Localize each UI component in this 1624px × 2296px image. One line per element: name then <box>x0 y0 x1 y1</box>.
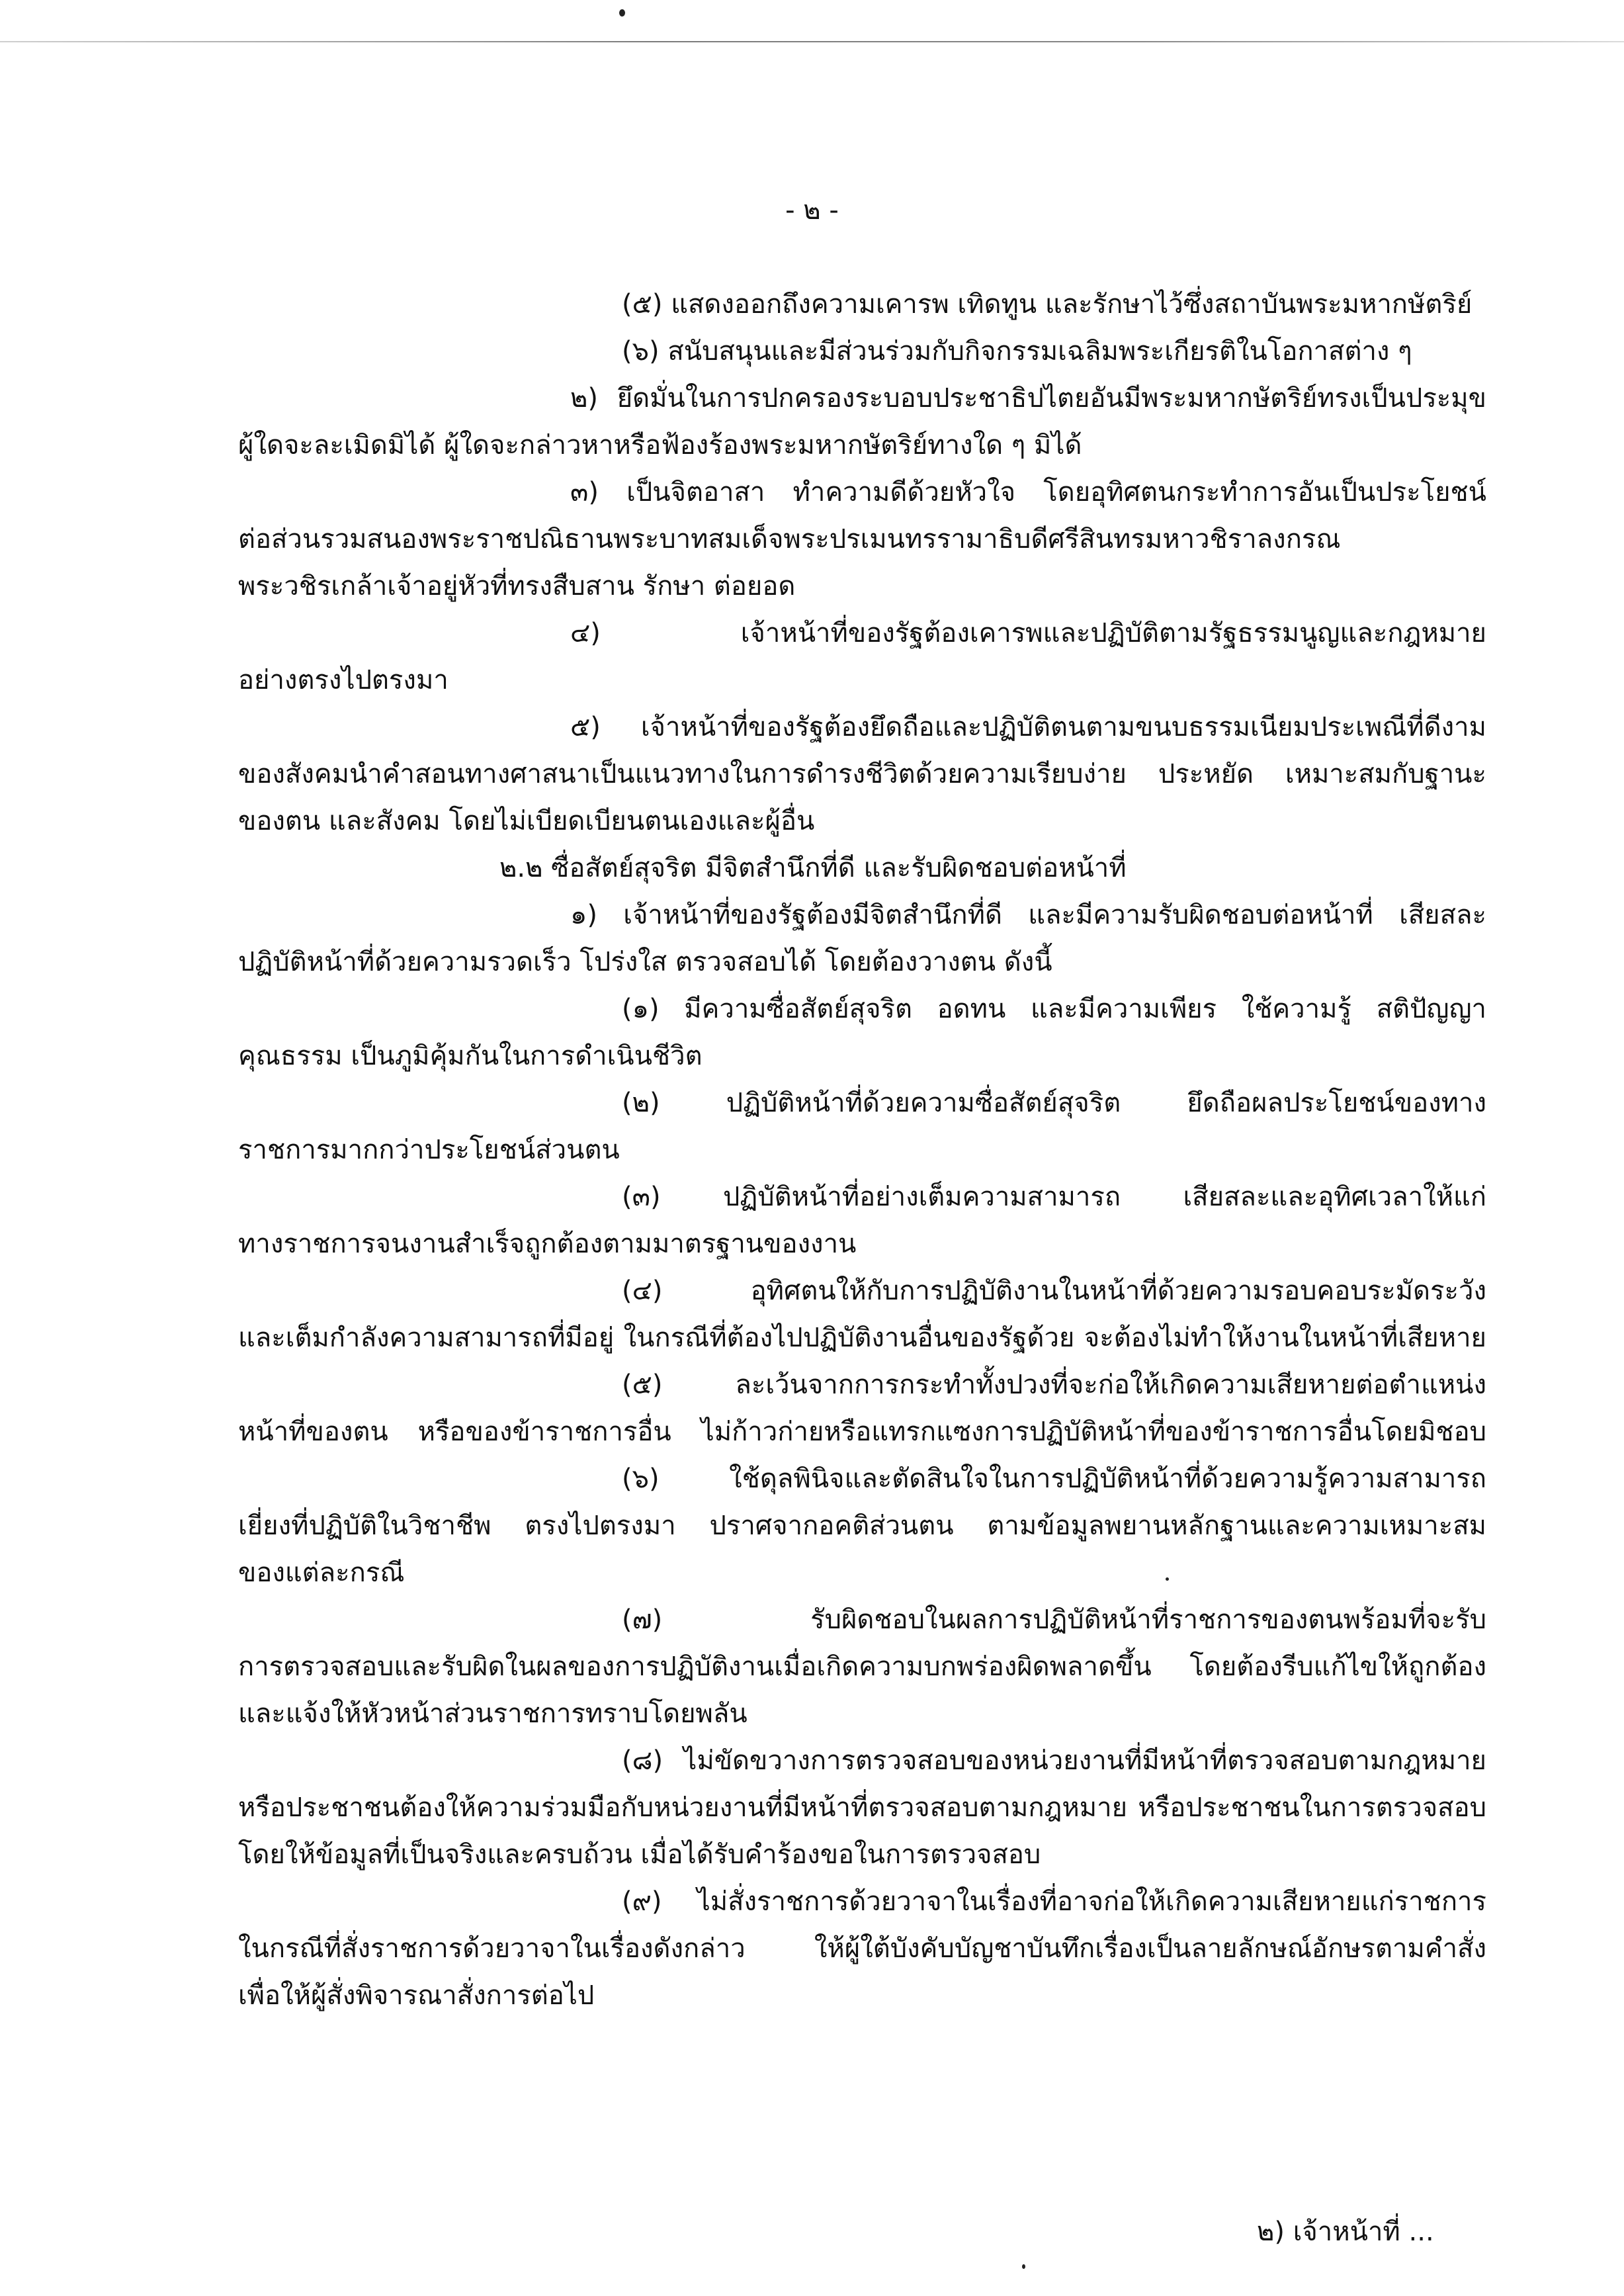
item-5-tradition-end: ของตน และสังคม โดยไม่เบียดเบียนตนเองและผู้อื่น <box>238 806 815 836</box>
scan-speck <box>1022 2264 1025 2269</box>
scan-speck <box>1166 1577 1169 1581</box>
item-4-constitution-cont: อย่างตรงไปตรงมา <box>238 665 449 695</box>
page-number: - ๒ - <box>785 195 839 226</box>
sub-4-dedication: (๔) อุทิศตนให้กับการปฏิบัติงานในหน้าที่ด้วยความรอบคอบระมัดระวัง <box>622 1276 1486 1306</box>
sub-8-audit-end: โดยให้ข้อมูลที่เป็นจริงและครบถ้วน เมื่อได้รับคำร้องขอในการตรวจสอบ <box>238 1839 1041 1870</box>
item-5-tradition-cont: ของสังคมนำคำสอนทางศาสนาเป็นแนวทางในการดำรงชีวิตด้วยความเรียบง่าย ประหยัด เหมาะสมกับฐานะ <box>238 759 1486 789</box>
item-1-conscience-cont: ปฏิบัติหน้าที่ด้วยความรวดเร็ว โปร่งใส ตรวจสอบได้ โดยต้องวางตน ดังนี้ <box>238 947 1052 977</box>
sub-7-responsibility-end: และแจ้งให้หัวหน้าส่วนราชการทราบโดยพลัน <box>238 1699 748 1729</box>
item-2-democracy-cont: ผู้ใดจะละเมิดมิได้ ผู้ใดจะกล่าวหาหรือฟ้องร้องพระมหากษัตริย์ทางใด ๆ มิได้ <box>238 430 1082 461</box>
sub-1-honesty-cont: คุณธรรม เป็นภูมิคุ้มกันในการดำเนินชีวิต <box>238 1041 703 1071</box>
scan-speck <box>619 9 625 17</box>
continuation-note: ๒) เจ้าหน้าที่ ... <box>1257 2217 1434 2247</box>
item-3-volunteer-end: พระวชิรเกล้าเจ้าอยู่หัวที่ทรงสืบสาน รักษา ต่อยอด <box>238 571 796 601</box>
item-6-support-activities: (๖) สนับสนุนและมีส่วนร่วมกับกิจกรรมเฉลิมพระเกียรติในโอกาสต่าง ๆ <box>622 336 1412 367</box>
sub-7-responsibility-cont: การตรวจสอบและรับผิดในผลของการปฏิบัติงานเมื่อเกิดความบกพร่องผิดพลาดขึ้น โดยต้องรีบแก้ไขให้ถูกต้อง <box>238 1652 1486 1682</box>
item-5-respect-monarchy: (๕) แสดงออกถึงความเคารพ เทิดทูน และรักษาไว้ซึ่งสถาบันพระมหากษัตริย์ <box>622 289 1473 320</box>
item-5-tradition: ๕) เจ้าหน้าที่ของรัฐต้องยึดถือและปฏิบัติตนตามขนบธรรมเนียมประเพณีที่ดีงาม <box>570 712 1486 742</box>
sub-9-verbal-orders: (๙) ไม่สั่งราชการด้วยวาจาในเรื่องที่อาจก่อให้เกิดความเสียหายแก่ราชการ <box>622 1886 1486 1917</box>
sub-2-duty: (๒) ปฏิบัติหน้าที่ด้วยความซื่อสัตย์สุจริต ยึดถือผลประโยชน์ของทาง <box>622 1088 1486 1118</box>
item-2-democracy: ๒) ยึดมั่นในการปกครองระบอบประชาธิปไตยอันมีพระมหากษัตริย์ทรงเป็นประมุข <box>570 383 1486 414</box>
sub-6-discretion: (๖) ใช้ดุลพินิจและตัดสินใจในการปฏิบัติหน้าที่ด้วยความรู้ความสามารถ <box>622 1464 1486 1494</box>
sub-5-refrain: (๕) ละเว้นจากการกระทำทั้งปวงที่จะก่อให้เกิดความเสียหายต่อตำแหน่ง <box>622 1370 1486 1400</box>
sub-5-refrain-cont: หน้าที่ของตน หรือของข้าราชการอื่น ไม่ก้าวก่ายหรือแทรกแซงการปฏิบัติหน้าที่ของข้าราชการอื่นโดยมิชอบ <box>238 1417 1486 1447</box>
item-1-conscience: ๑) เจ้าหน้าที่ของรัฐต้องมีจิตสำนึกที่ดี และมีความรับผิดชอบต่อหน้าที่ เสียสละ <box>570 900 1486 930</box>
sub-3-full-capacity: (๓) ปฏิบัติหน้าที่อย่างเต็มความสามารถ เสียสละและอุทิศเวลาให้แก่ <box>622 1182 1486 1212</box>
section-2-2-heading: ๒.๒ ซื่อสัตย์สุจริต มีจิตสำนึกที่ดี และรับผิดชอบต่อหน้าที่ <box>499 853 1127 883</box>
sub-7-responsibility: (๗) รับผิดชอบในผลการปฏิบัติหน้าที่ราชการของตนพร้อมที่จะรับ <box>622 1605 1486 1635</box>
sub-2-duty-cont: ราชการมากกว่าประโยชน์ส่วนตน <box>238 1135 620 1165</box>
sub-3-full-capacity-cont: ทางราชการจนงานสำเร็จถูกต้องตามมาตรฐานของงาน <box>238 1229 857 1259</box>
scan-edge <box>0 41 1624 42</box>
item-4-constitution: ๔) เจ้าหน้าที่ของรัฐต้องเคารพและปฏิบัติตามรัฐธรรมนูญและกฎหมาย <box>570 618 1486 648</box>
item-3-volunteer-cont: ต่อส่วนรวมสนองพระราชปณิธานพระบาทสมเด็จพระปรเมนทรรามาธิบดีศรีสินทรมหาวชิราลงกรณ <box>238 524 1341 554</box>
sub-8-audit: (๘) ไม่ขัดขวางการตรวจสอบของหน่วยงานที่มีหน้าที่ตรวจสอบตามกฎหมาย <box>622 1745 1486 1776</box>
sub-6-discretion-end: ของแต่ละกรณี <box>238 1558 405 1588</box>
sub-1-honesty: (๑) มีความซื่อสัตย์สุจริต อดทน และมีความเพียร ใช้ความรู้ สติปัญญา <box>622 994 1486 1024</box>
sub-9-verbal-orders-end: เพื่อให้ผู้สั่งพิจารณาสั่งการต่อไป <box>238 1980 595 2011</box>
sub-6-discretion-cont: เยี่ยงที่ปฏิบัติในวิชาชีพ ตรงไปตรงมา ปราศจากอคติส่วนตน ตามข้อมูลพยานหลักฐานและความเหมาะสม <box>238 1511 1486 1541</box>
item-3-volunteer: ๓) เป็นจิตอาสา ทำความดีด้วยหัวใจ โดยอุทิศตนกระทำการอันเป็นประโยชน์ <box>570 477 1486 508</box>
sub-4-dedication-cont: และเต็มกำลังความสามารถที่มีอยู่ ในกรณีที่ต้องไปปฏิบัติงานอื่นของรัฐด้วย จะต้องไม่ทำให้งานในหน้าที่เสียหาย <box>238 1323 1486 1353</box>
sub-9-verbal-orders-cont: ในกรณีที่สั่งราชการด้วยวาจาในเรื่องดังกล่าว ให้ผู้ใต้บังคับบัญชาบันทึกเรื่องเป็นลายลักษณ์อักษรตามคำสั่ง <box>238 1933 1486 1964</box>
sub-8-audit-cont: หรือประชาชนต้องให้ความร่วมมือกับหน่วยงานที่มีหน้าที่ตรวจสอบตามกฎหมาย หรือประชาชนในการตรวจสอบ <box>238 1792 1486 1823</box>
